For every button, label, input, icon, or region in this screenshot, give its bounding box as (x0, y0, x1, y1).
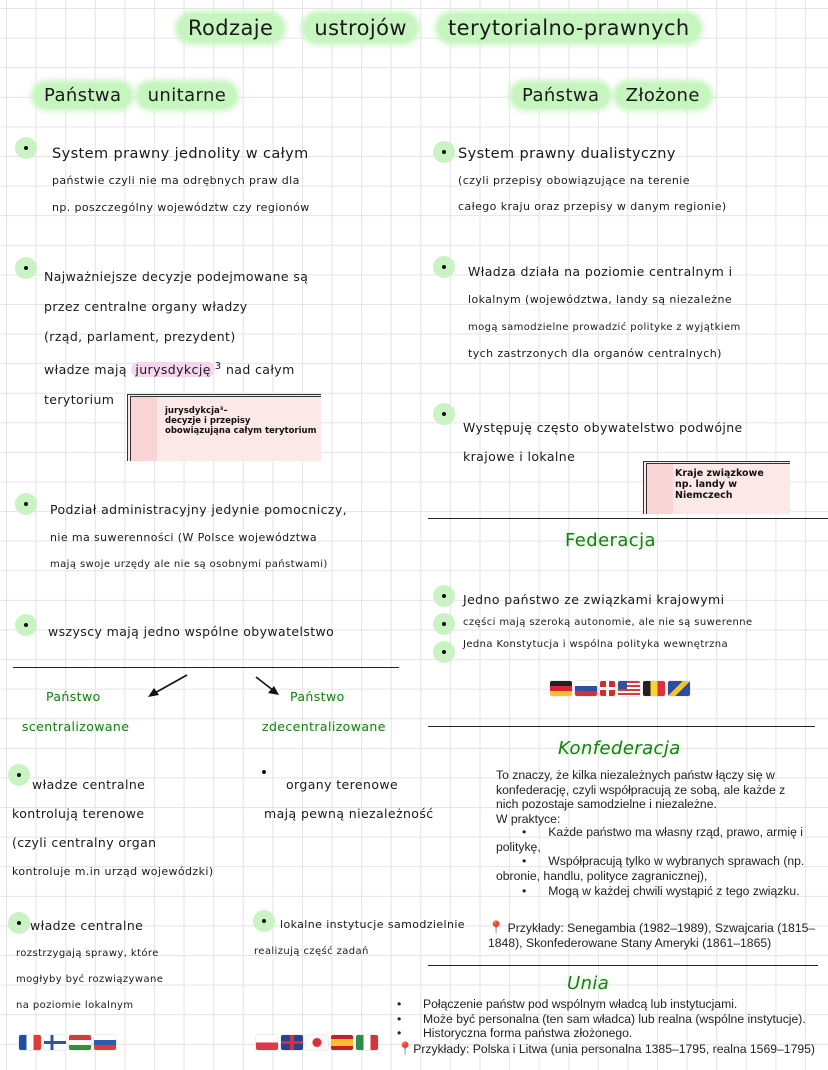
compound-point-power-levels: Władza działa na poziomie centralnym i lokalnym (województwa, landy są niezależne mogą samodzielne prowadzić polityke z wyjątkiem tych zastrzonych dla organów centralnych) (468, 264, 741, 360)
list-item: • Każde państwo ma własny rząd, prawo, armię i politykę, (496, 825, 803, 854)
arrow-left-icon (145, 672, 191, 700)
heading-centralized-state: Państwo scentralizowane (22, 689, 130, 734)
jurisdiction-highlight: jurysdykcję (131, 362, 214, 377)
jurisdiction-footnote-box: jurysdykcja³– decyzje i przepisy obowiązująna całym terytorium (127, 394, 321, 461)
title-word-1: Rodzaje (178, 14, 283, 42)
list-item: • Mogą w każdej chwili wystąpić z tego związku. (522, 883, 800, 898)
flag-switzerland-icon (600, 681, 615, 696)
unitary-point-citizenship: wszyscy mają jedno wspólne obywatelstwo (48, 624, 335, 639)
decentralized-point-local-institutions: lokalne instytucje samodzielnie realizują część zadań (254, 918, 465, 957)
bullet-icon (433, 585, 455, 607)
unitary-point-administrative-division: Podział administracyjny jedynie pomocniczy, nie ma suwerenności (W Polsce województwa mają swoje urzędy ale nie są osobnymi państwami) (50, 502, 348, 570)
flag-italy-icon (356, 1035, 378, 1050)
flag-usa-icon (618, 681, 640, 696)
flag-finland-icon (44, 1035, 66, 1050)
flag-russia-icon (575, 681, 597, 696)
bullet-icon (15, 137, 37, 159)
centralized-point-decisions: władze centralne rozstrzygają sprawy, które mogłyby być rozwiązywane na poziomie lokalnym (16, 918, 164, 1011)
bullet-icon (433, 641, 455, 663)
bullet-icon (15, 614, 37, 636)
title-word-3: terytorialno-prawnych (438, 14, 700, 42)
list-item: • Połączenie państw pod wspólnym władcą lub instytucjami. (397, 997, 738, 1011)
heading-confederation: Konfederacja (558, 738, 681, 759)
pin-icon: 📍 (488, 920, 505, 935)
unitary-point-central-decisions: Najważniejsze decyzje podejmowane są przez centralne organy władzy (rząd, parlament, prezydent) władze mają jurysdykcję $^3$ nad całym terytorium (44, 269, 309, 408)
divider (428, 726, 815, 727)
federation-points: Jedno państwo ze związkami krajowymi części mają szeroką autonomie, ale nie są suwerenne Jedna Konstytucja i wspólna polityka wewnętrzna (463, 592, 753, 650)
list-item: • Może być personalna (ten sam władca) lub realna (wspólne instytucje). (397, 1011, 806, 1026)
bullet-icon (15, 493, 37, 515)
union-examples: 📍Przykłady: Polska i Litwa (unia personalna 1385–1795, realna 1569–1795) (397, 1040, 815, 1056)
unitary-point-legal-system: System prawny jednolity w całym państwie czyli nie ma odrębnych praw dla np. poszczególny województw czy regionów (52, 146, 310, 214)
flag-slovenia-icon (94, 1035, 116, 1050)
flag-poland-icon (256, 1035, 278, 1050)
title-word-2: ustrojów (304, 14, 417, 42)
list-item: • Historyczna forma państwa złożonego. (397, 1026, 633, 1041)
flag-france-icon (19, 1035, 41, 1050)
pin-icon: 📍 (397, 1040, 414, 1056)
heading-decentralized-state: Państwo zdecentralizowane (262, 689, 386, 734)
federal-states-footnote-box: Kraje związkowe np. landy w Niemczech (643, 461, 790, 514)
confederation-examples: 📍 Przykłady: Senegambia (1982–1989), Szwajcaria (1815–1848), Skonfederowane Stany Ameryki (1861–1865) (488, 920, 816, 950)
flag-hungary-icon (69, 1035, 91, 1050)
federation-flags (550, 681, 690, 696)
confederation-practice-list (496, 825, 806, 898)
flag-bosnia-icon (668, 681, 690, 696)
confederation-description: To znaczy, że kilka niezależnych państw łączy się w konfederację, czyli współpracują ze sobą, ale każde z nich pozostaje samodzielne i niezależne. W praktyce: (496, 768, 786, 826)
divider (428, 965, 818, 966)
centralized-point-control: władze centralne kontrolują terenowe (czyli centralny organ kontroluje m.in urząd wojewódzki) (12, 777, 214, 878)
divider (13, 667, 399, 668)
heading-union: Unia (567, 973, 610, 994)
flag-japan-icon (306, 1035, 328, 1050)
decentralized-flags (256, 1035, 378, 1050)
bullet-icon (433, 141, 455, 163)
flag-spain-icon (331, 1035, 353, 1050)
divider (428, 518, 828, 519)
bullet-icon (433, 613, 455, 635)
flag-uk-icon (281, 1035, 303, 1050)
flag-belgium-icon (643, 681, 665, 696)
heading-federation: Federacja (565, 530, 656, 551)
decentralized-point-independence: organy terenowe mają pewną niezależność (264, 777, 434, 821)
heading-unitary-states: Państwa unitarne (34, 85, 236, 106)
union-list (397, 997, 828, 1057)
compound-point-legal-system: System prawny dualistyczny (czyli przepisy obowiązujące na terenie całego kraju oraz przepisy w danym regionie) (458, 146, 727, 213)
bullet-icon (433, 256, 455, 278)
bullet-icon (15, 257, 37, 279)
page-title (178, 16, 714, 40)
list-item: • Współpracują tylko w wybranych sprawach (np. obronie, handlu, polityce zagranicznej), (496, 854, 805, 883)
flag-germany-icon (550, 681, 572, 696)
bullet-icon (433, 403, 455, 425)
compound-point-dual-citizenship: Występuję często obywatelstwo podwójne krajowe i lokalne (463, 420, 743, 464)
heading-compound-states: Państwa Złożone (512, 85, 710, 106)
centralized-flags (19, 1035, 116, 1050)
